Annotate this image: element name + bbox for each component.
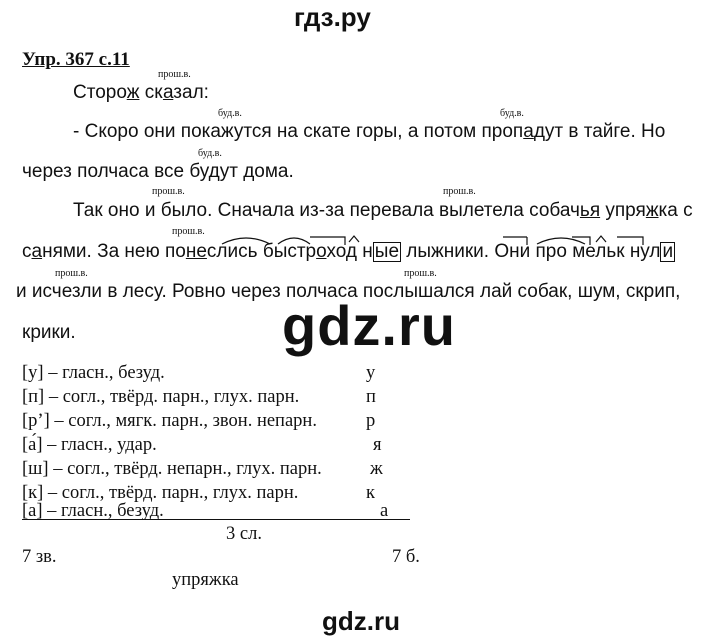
syllable-count: 3 сл. [226,524,262,544]
ending-box: и [662,241,674,262]
note-past: прош.в. [55,268,88,279]
phonetic-row: [р’] – согл., мягк. парн., звон. непарн. [22,411,317,431]
divider [22,519,410,520]
phonetic-row: [ш] – согл., твёрд. непарн., глух. парн. [22,459,322,479]
phonetic-letter: р [366,411,376,431]
phonetic-letter: а [380,501,389,521]
text-line-2: - Скоро они покажутся на скате горы, а потом пропадут в тайге. Но [73,121,666,142]
phonetic-letter: ж [370,459,383,479]
phonetic-row: [к] – согл., твёрд. парн., глух. парн. [22,483,299,503]
ending-box: ые [374,241,400,262]
letter-count: 7 б. [392,547,420,567]
phonetic-letter: п [366,387,376,407]
note-future: буд.в. [218,108,242,119]
sound-count: 7 зв. [22,547,57,567]
note-past: прош.в. [172,226,205,237]
text-line-4: Так оно и было. Сначала из-за перевала вылетела собачья упряжка с [73,200,693,221]
note-past: прош.в. [404,268,437,279]
text-line-7: крики. [22,322,76,343]
watermark-bottom: gdz.ru [322,606,400,636]
exercise-title: Упр. 367 с.11 [22,49,130,70]
phonetic-row: [а] – гласн., безуд. [22,501,164,521]
phonetic-letter: у [366,363,376,383]
text-line-3: через полчаса все будут дома. [22,161,294,182]
watermark-middle: gdz.ru [282,294,456,357]
note-past: прош.в. [152,186,185,197]
note-future: буд.в. [500,108,524,119]
note-past: прош.в. [158,69,191,80]
phonetic-row: [а́] – гласн., удар. [22,435,157,455]
watermark-top: гдз.ру [294,2,371,32]
text-line-1: Сторож сказал: [73,82,209,103]
phonetic-row: [у] – гласн., безуд. [22,363,165,383]
phonetic-row: [п] – согл., твёрд. парн., глух. парн. [22,387,300,407]
note-past: прош.в. [443,186,476,197]
phonetic-letter: к [366,483,375,503]
analyzed-word: упряжка [172,570,239,590]
note-future: буд.в. [198,148,222,159]
phonetic-letter: я [373,435,382,455]
text-line-6: и исчезли в лесу. Ровно через полчаса послышался лай собак, шум, скрип, [16,281,681,302]
text-line-5: санями. За нею понеслись быстроход н ые лыжники. Они про мельк нул и [22,241,674,262]
